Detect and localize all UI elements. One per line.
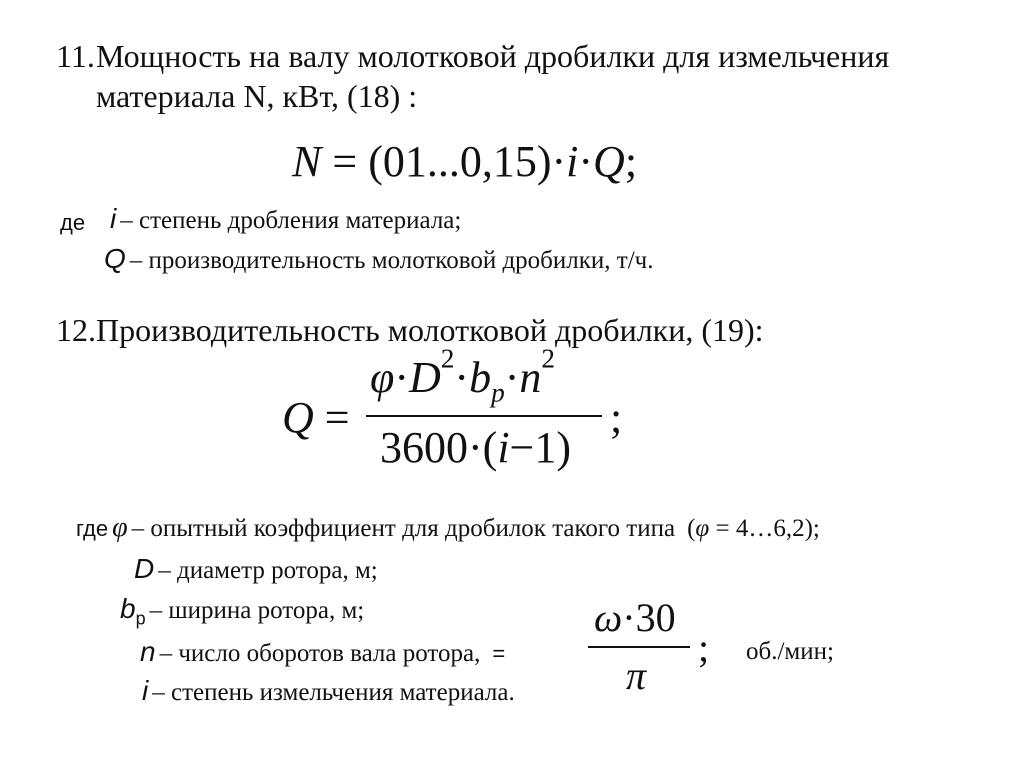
- defs-19-i-text: – степень измельчения материала.: [152, 679, 515, 706]
- formula-18-eq: =: [332, 137, 358, 186]
- formula-18: [292, 136, 637, 187]
- formula-19-eq: =: [324, 393, 350, 442]
- formula-19-D-exp: 2: [440, 343, 455, 374]
- defs-19-phi-line: [76, 512, 820, 544]
- defs-19-where: где: [76, 516, 109, 541]
- formula-19-den-minus: −: [509, 423, 535, 472]
- formula-19-denominator: [380, 422, 571, 473]
- formula-n-30: 30: [635, 595, 676, 640]
- defs-19-phi-var: φ: [112, 512, 128, 543]
- defs-19-n-units: об./мин;: [746, 638, 834, 665]
- defs-19-D-var: D: [134, 553, 155, 584]
- formula-n-fraction: [588, 594, 698, 704]
- formula-19-b: b: [469, 353, 492, 402]
- defs-19-phi-range-rest: = 4…6,2);: [709, 515, 820, 542]
- formula-18-semi: ;: [624, 137, 638, 186]
- formula-19-phi: φ: [370, 353, 395, 402]
- formula-n-numerator: [594, 594, 676, 641]
- formula-n-denominator: [626, 652, 646, 699]
- defs-18-i-var: i: [110, 203, 117, 234]
- formula-18-i: i: [566, 137, 579, 186]
- defs-19-n-var: n: [140, 636, 156, 667]
- defs-18-Q-line: [104, 243, 653, 275]
- item-11-line2: материала N, кВт, (18) :: [96, 78, 418, 114]
- defs-19-b-line: [120, 593, 365, 629]
- formula-18-lhs: N: [292, 137, 322, 186]
- formula-19-fraction: [366, 343, 606, 472]
- defs-19-phi-range-open: (: [687, 515, 696, 542]
- defs-19-b-text: – ширина ротора, м;: [149, 597, 365, 624]
- defs-19-i-var: i: [142, 675, 149, 706]
- defs-19-n-eq: =: [492, 641, 506, 666]
- formula-19-den-open: (: [482, 423, 498, 472]
- formula-19-D: D: [409, 353, 441, 402]
- formula-19-semi: ;: [610, 393, 623, 442]
- defs-19-phi-range: [687, 515, 820, 542]
- formula-19-3600: 3600: [380, 423, 468, 472]
- item-11-number: 11.: [56, 38, 95, 74]
- defs-19-n-line: [140, 636, 505, 668]
- formula-19-b-sub: p: [491, 377, 505, 408]
- formula-19-n: n: [519, 353, 542, 402]
- formula-n-fraction-bar: [588, 646, 690, 648]
- formula-19-den-close: ): [556, 423, 572, 472]
- defs-18-Q-var: Q: [104, 243, 126, 274]
- formula-19-lhs-eq: [282, 392, 350, 443]
- formula-19-den-i: i: [497, 423, 510, 472]
- formula-18-dot2: ·: [578, 137, 594, 186]
- defs-19-b-sub: p: [135, 608, 146, 629]
- formula-18-dot1: ·: [551, 137, 567, 186]
- formula-19-dot2: ·: [454, 353, 470, 402]
- formula-19-fraction-bar: [366, 415, 602, 417]
- defs-18-i-text: – степень дробления материала;: [120, 207, 462, 234]
- formula-n-dot: ·: [622, 595, 636, 640]
- formula-19-dot1: ·: [394, 353, 409, 402]
- defs-18-where: де: [60, 210, 86, 235]
- defs-19-phi-range-var: φ: [695, 515, 710, 542]
- defs-19-D-line: [134, 553, 378, 585]
- formula-19-numerator: [370, 343, 556, 408]
- defs-18-i-line: [110, 203, 461, 235]
- formula-19-den-dot: ·: [468, 423, 483, 472]
- defs-19-b-var: b: [120, 593, 136, 624]
- formula-n-semi: ;: [698, 625, 710, 670]
- defs-19-n-text: – число оборотов вала ротора,: [159, 640, 481, 667]
- defs-18-Q-text: – производительность молотковой дробилки, т/ч.: [129, 247, 654, 274]
- formula-19-den-one: 1: [534, 423, 557, 472]
- formula-n-omega: ω: [594, 595, 623, 640]
- item-12-text: Производительность молотковой дробилки, (19):: [96, 312, 764, 348]
- item-11-line1: Мощность на валу молотковой дробилки для измельчения: [96, 38, 890, 74]
- defs-19-i-line: [142, 675, 515, 707]
- defs-19-D-text: – диаметр ротора, м;: [158, 557, 378, 584]
- formula-19-lhs: Q: [282, 393, 314, 442]
- item-12-number: 12.: [56, 312, 96, 348]
- formula-n-pi: π: [626, 653, 647, 698]
- defs-19-phi-text: – опытный коэффициент для дробилок такого типа: [131, 515, 676, 542]
- formula-18-Q: Q: [593, 137, 625, 186]
- formula-19-dot3: ·: [504, 353, 520, 402]
- formula-19-n-exp: 2: [541, 343, 556, 374]
- formula-18-paren: (01...0,15): [368, 137, 552, 186]
